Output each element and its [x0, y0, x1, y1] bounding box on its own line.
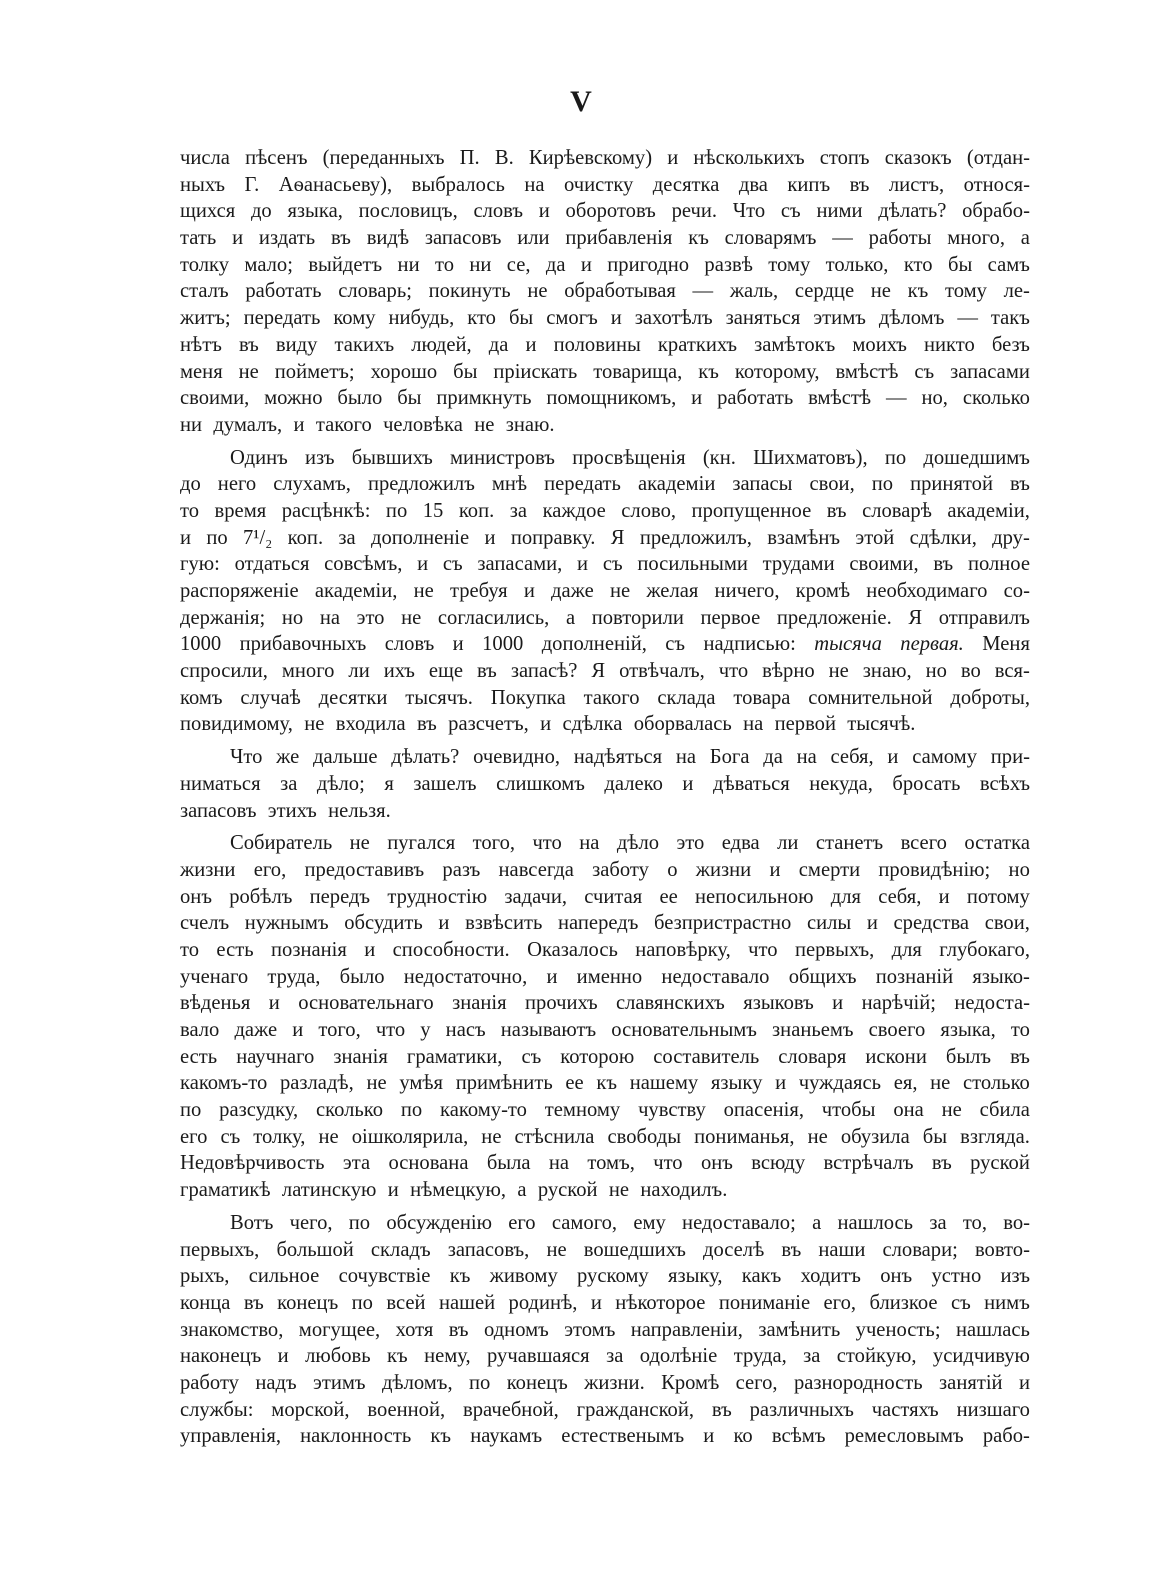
text-line: спросили, много ли ихъ еще въ запасѣ? Я отвѣчалъ, что вѣрно не знаю, но во вся-: [180, 660, 1030, 683]
paragraph: [180, 830, 1030, 1204]
text-line: жизни его, предоставивъ разъ навсегда заботу о жизни и смерти провидѣнію; но: [180, 858, 1030, 881]
text-line: 1000 прибавочныхъ словъ и 1000 дополненій, съ надписью: тысяча первая. Меня: [180, 633, 1030, 656]
text-line: житъ; передать кому нибудь, кто бы смогъ и захотѣлъ заняться этимъ дѣломъ — такъ: [180, 307, 1030, 330]
text-line: работу надъ этимъ дѣломъ, по конецъ жизни. Кромѣ сего, разнородность занятій и: [180, 1371, 1030, 1394]
text-line: ученаго труда, было недостаточно, и именно недоставало общихъ познаній языко-: [180, 965, 1030, 988]
text-line: Собиратель не пугался того, что на дѣло это едва ли станетъ всего остатка: [230, 832, 1030, 855]
text-line: вѣденья и основательнаго знанія прочихъ славянскихъ языковъ и нарѣчій; недоста-: [180, 992, 1030, 1015]
text-line: то время расцѣнкѣ: по 15 коп. за каждое слово, пропущенное въ словарѣ академіи,: [180, 499, 1030, 522]
text-line: Вотъ чего, по обсужденію его самого, ему недоставало; а нашлось за то, во-: [230, 1211, 1030, 1234]
text-line: нѣтъ въ виду такихъ людей, да и половины краткихъ замѣтокъ моихъ никто безъ: [180, 333, 1030, 356]
text-line: управленія, наклонность къ наукамъ естественымъ и ко всѣмъ ремесловымъ рабо-: [180, 1425, 1030, 1448]
text-line: ни думалъ, и такого человѣка не знаю.: [180, 413, 555, 436]
text-line: рыхъ, сильное сочувствіе къ живому рускому языку, какъ ходитъ онъ устно изъ: [180, 1265, 1030, 1288]
paragraph: [180, 744, 1030, 824]
text-line: тать и издать въ видѣ запасовъ или прибавленія къ словарямъ — работы много, а: [180, 227, 1030, 250]
text-line: Что же дальше дѣлать? очевидно, надѣяться на Бога да на себя, и самому при-: [230, 746, 1030, 769]
paragraph: [180, 145, 1030, 439]
text-line: Одинъ изъ бывшихъ министровъ просвѣщенія (кн. Шихматовъ), по дошедшимъ: [230, 446, 1030, 469]
text-line: знакомство, могущее, хотя въ одномъ этомъ направленіи, замѣнить ученость; нашлась: [180, 1318, 1030, 1341]
paragraph: [180, 1210, 1030, 1450]
text-line: ниматься за дѣло; я зашелъ слишкомъ далеко и дѣваться некуда, бросать всѣхъ: [180, 772, 1030, 795]
text-line: по разсудку, сколько по какому-то темному чувству опасенія, чтобы она не сбила: [180, 1099, 1030, 1122]
page-number: V: [570, 85, 593, 118]
text-line: службы: морской, военной, врачебной, гражданской, въ различныхъ частяхъ низшаго: [180, 1398, 1030, 1421]
text-line: повидимому, не входила въ разсчетъ, и сдѣлка оборвалась на первой тысячѣ.: [180, 713, 916, 736]
text-line: запасовъ этихъ нельзя.: [180, 799, 391, 822]
text-line: граматикѣ латинскую и нѣмецкую, а руской не находилъ.: [180, 1179, 728, 1202]
paragraph: [180, 445, 1030, 739]
text-line: какомъ-то разладѣ, не умѣя примѣнить ее къ нашему языку и чуждаясь ея, не столько: [180, 1072, 1030, 1095]
text-line: своими, можно было бы примкнуть помощникомъ, и работать вмѣстѣ — но, сколько: [180, 387, 1030, 410]
text-line: сталъ работать словарь; покинуть не обработывая — жаль, сердце не къ тому ле-: [180, 280, 1030, 303]
text-line: первыхъ, большой складъ запасовъ, не вошедшихъ доселѣ въ наши словари; вовто-: [180, 1238, 1030, 1261]
text-line: до него слухамъ, предложилъ мнѣ передать академіи запасы свои, по принятой въ: [180, 473, 1030, 496]
text-line: меня не пойметъ; хорошо бы пріискать товарища, къ которому, вмѣстѣ съ запасами: [180, 360, 1030, 383]
text-line: распоряженіе академіи, не требуя и даже не желая ничего, кромѣ необходимаго со-: [180, 580, 1030, 602]
body-text: [180, 145, 1030, 1456]
text-line: числа пѣсенъ (переданныхъ П. В. Кирѣевскому) и нѣсколькихъ стопъ сказокъ (отдан-: [180, 147, 1030, 169]
text-line: гую: отдаться совсѣмъ, и съ запасами, и съ посильными трудами своими, въ полное: [180, 553, 1030, 576]
text-line: есть научнаго знанія граматики, съ которою составитель словаря искони былъ въ: [180, 1045, 1030, 1068]
text-line: наконецъ и любовь къ нему, ручавшаяся за одолѣніе труда, за стойкую, усидчивую: [180, 1345, 1030, 1368]
text-line: то есть познанія и способности. Оказалось наповѣрку, что первыхъ, для глубокаго,: [180, 938, 1030, 961]
text-line: толку мало; выйдетъ ни то ни се, да и пригодно развѣ тому только, кто бы самъ: [180, 253, 1030, 276]
text-line: Недовѣрчивость эта основана была на томъ, что онъ всюду встрѣчалъ въ руской: [180, 1152, 1030, 1175]
text-line: щихся до языка, пословицъ, словъ и оборотовъ речи. Что съ ними дѣлать? обрабо-: [180, 200, 1030, 223]
text-line: конца въ конецъ по всей нашей родинѣ, и нѣкоторое пониманіе его, близкое съ нимъ: [180, 1291, 1030, 1314]
text-line: и по 7¹/₂ коп. за дополненіе и поправку. Я предложилъ, взамѣнъ этой сдѣлки, дру-: [180, 526, 1030, 549]
text-line: держанія; но на это не согласились, а повторили первое предложеніе. Я отправилъ: [180, 606, 1030, 629]
text-line: счелъ нужнымъ обсудить и взвѣсить напередъ безпристрастно силы и средства свои,: [180, 912, 1030, 935]
text-line: вало даже и того, что у насъ называютъ основательнымъ знаньемъ своего языка, то: [180, 1019, 1030, 1041]
text-line: его съ толку, не оішколярила, не стѣснила свободы пониманья, не обузила бы взгляда.: [180, 1125, 1030, 1148]
text-line: комъ случаѣ десятки тысячъ. Покупка такого склада товара сомнительной доброты,: [180, 686, 1030, 709]
text-line: онъ робѣлъ передъ трудностію задачи, считая ее непосильною для себя, и потому: [180, 885, 1030, 908]
text-line: ныхъ Г. Аѳанасьеву), выбралось на очистку десятка два кипъ въ листъ, относя-: [180, 173, 1030, 196]
